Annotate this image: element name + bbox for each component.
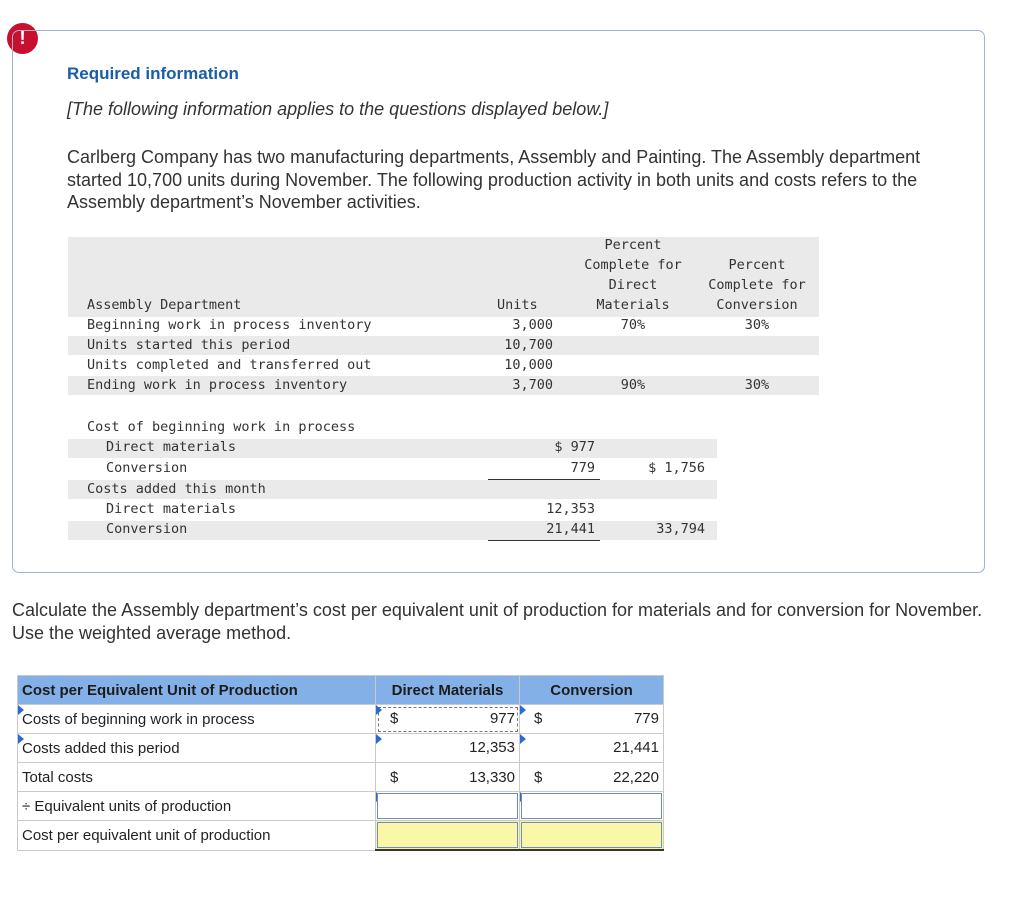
row-label: Units completed and transferred out bbox=[87, 357, 372, 373]
conv-equivalent-units-input[interactable] bbox=[521, 793, 662, 819]
required-information-title: Required information bbox=[67, 64, 239, 83]
bwip-conv-value: 779 bbox=[570, 460, 595, 476]
bwip-dm-label: Direct materials bbox=[106, 439, 237, 455]
row-label: Total costs bbox=[18, 763, 376, 792]
added-label: Costs added this month bbox=[87, 481, 266, 497]
dollar-sign: $ bbox=[390, 769, 399, 786]
added-dm-label: Direct materials bbox=[106, 501, 237, 517]
dm-total-cell bbox=[376, 763, 520, 792]
table-row bbox=[18, 705, 664, 734]
added-dm-value: 12,353 bbox=[546, 501, 595, 517]
conv-total-cell bbox=[520, 763, 664, 792]
row-units: 10,000 bbox=[504, 357, 553, 373]
row-units: 3,000 bbox=[512, 317, 553, 333]
pct-dm-h4: Materials bbox=[596, 297, 670, 313]
added-total: 33,794 bbox=[656, 521, 705, 537]
row-label: Cost per equivalent unit of production bbox=[18, 821, 376, 851]
pct-conv-h3: Conversion bbox=[716, 297, 798, 313]
dm-cost-per-eu-input[interactable] bbox=[377, 822, 518, 848]
row-dm-pct: 90% bbox=[620, 377, 646, 393]
bwip-cost-label: Cost of beginning work in process bbox=[87, 419, 356, 435]
table-row bbox=[18, 734, 664, 763]
answer-table bbox=[17, 675, 664, 851]
dollar-sign: $ bbox=[390, 710, 399, 727]
header-department: Assembly Department bbox=[87, 297, 242, 313]
conv-total-value: 22,220 bbox=[613, 769, 659, 786]
required-information-note: [The following information applies to the questions displayed below.] bbox=[67, 99, 609, 119]
conv-cost-per-eu-cell[interactable] bbox=[520, 821, 664, 851]
row-label: ÷ Equivalent units of production bbox=[18, 792, 376, 821]
row-conv-pct: 30% bbox=[744, 377, 770, 393]
header-cost-per-eu: Cost per Equivalent Unit of Production bbox=[18, 676, 376, 705]
conv-eu-cell[interactable] bbox=[520, 792, 664, 821]
flag-icon bbox=[376, 705, 382, 715]
table-row bbox=[18, 792, 664, 821]
header-units: Units bbox=[497, 297, 538, 313]
table-row bbox=[18, 821, 664, 851]
row-label: Costs of beginning work in process bbox=[18, 705, 376, 734]
row-dm-pct: 70% bbox=[620, 317, 646, 333]
problem-description: Carlberg Company has two manufacturing departments, Assembly and Painting. The Assembly department started 10,700 units during November. The following production activity in both units and costs refers to the Assembly department’s November activities. bbox=[67, 147, 921, 212]
dm-total-value: 13,330 bbox=[469, 769, 515, 786]
answer-table-header bbox=[18, 676, 664, 705]
dm-added-cell[interactable] bbox=[376, 734, 520, 763]
alert-icon: ! bbox=[7, 23, 38, 54]
flag-icon bbox=[18, 705, 24, 715]
row-units: 3,700 bbox=[512, 377, 553, 393]
pct-dm-h1: Percent bbox=[604, 237, 662, 253]
row-label: Costs added this period bbox=[18, 734, 376, 763]
flag-icon bbox=[520, 705, 526, 715]
bwip-conv-label: Conversion bbox=[106, 460, 188, 476]
header-direct-materials: Direct Materials bbox=[376, 676, 520, 705]
dm-added-value: 12,353 bbox=[469, 739, 515, 756]
pct-dm-h2: Complete for bbox=[584, 257, 682, 273]
flag-icon bbox=[520, 734, 526, 744]
row-conv-pct: 30% bbox=[744, 317, 770, 333]
added-conv-label: Conversion bbox=[106, 521, 188, 537]
conv-bwip-cell[interactable] bbox=[520, 705, 664, 734]
added-underline bbox=[488, 540, 600, 541]
dm-bwip-value: 977 bbox=[489, 710, 515, 727]
dollar-sign: $ bbox=[534, 769, 543, 786]
pct-conv-h1: Percent bbox=[728, 257, 786, 273]
pct-conv-h2: Complete for bbox=[708, 277, 806, 293]
pct-dm-h3: Direct bbox=[608, 277, 658, 293]
bwip-dm-value: $ 977 bbox=[554, 439, 595, 455]
bwip-total: $ 1,756 bbox=[648, 460, 705, 476]
flag-icon bbox=[376, 734, 382, 744]
table-row bbox=[18, 763, 664, 792]
added-conv-value: 21,441 bbox=[546, 521, 595, 537]
conv-added-value: 21,441 bbox=[613, 739, 659, 756]
row-label: Beginning work in process inventory bbox=[87, 317, 372, 333]
row-label: Ending work in process inventory bbox=[87, 377, 348, 393]
row-units: 10,700 bbox=[504, 337, 553, 353]
conv-cost-per-eu-input[interactable] bbox=[521, 822, 662, 848]
bwip-underline bbox=[488, 479, 600, 480]
flag-icon bbox=[18, 734, 24, 744]
dm-bwip-cell[interactable] bbox=[376, 705, 520, 734]
dm-cost-per-eu-cell[interactable] bbox=[376, 821, 520, 851]
row-label: Units started this period bbox=[87, 337, 291, 353]
conv-added-cell[interactable] bbox=[520, 734, 664, 763]
dm-equivalent-units-input[interactable] bbox=[377, 793, 518, 819]
header-conversion: Conversion bbox=[520, 676, 664, 705]
conv-bwip-value: 779 bbox=[633, 710, 659, 727]
dm-eu-cell[interactable] bbox=[376, 792, 520, 821]
dollar-sign: $ bbox=[534, 710, 543, 727]
question-text: Calculate the Assembly department’s cost per equivalent unit of production for materials and for conversion for November. Use the weighted average method. bbox=[12, 600, 983, 643]
